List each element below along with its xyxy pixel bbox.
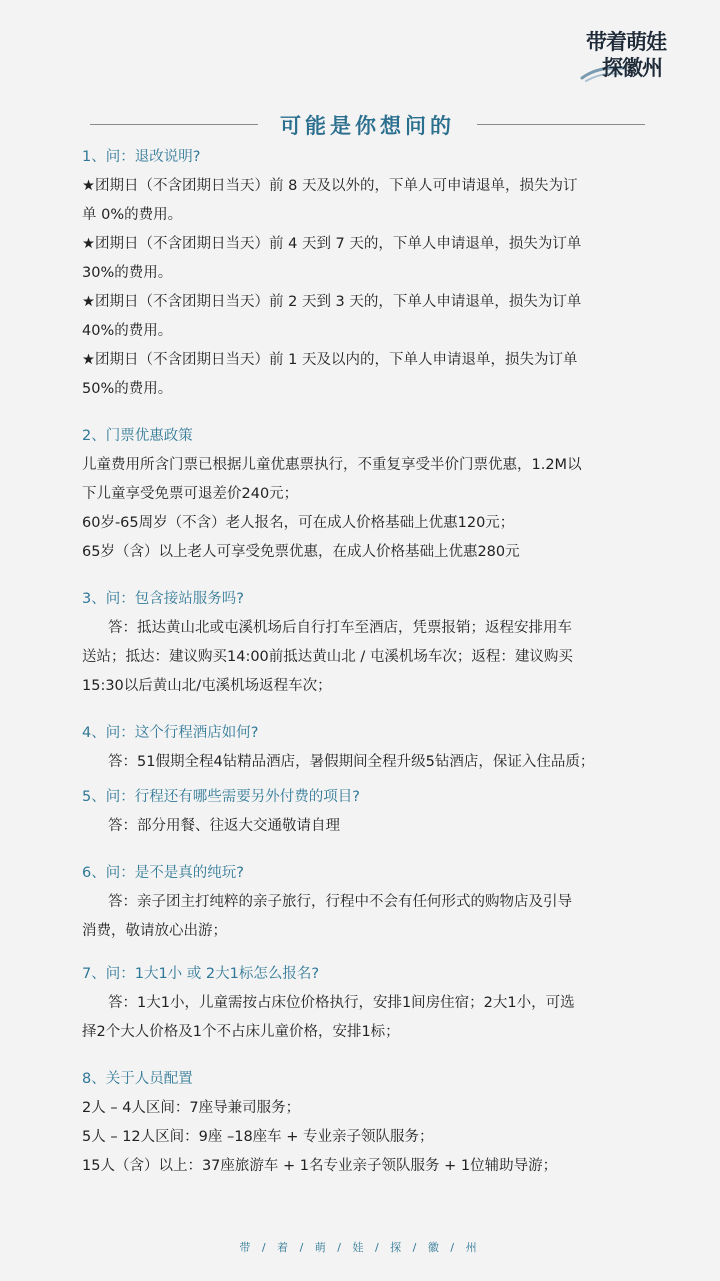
faq-line: 单 0%的费用。 bbox=[82, 207, 183, 223]
faq-line: 送站；抵达：建议购买14:00前抵达黄山北 / 屯溪机场车次；返程：建议购买 bbox=[82, 649, 573, 665]
faq-line: 40%的费用。 bbox=[82, 323, 173, 339]
faq-question: 6、问：是不是真的纯玩? bbox=[82, 865, 244, 881]
brand-logo bbox=[580, 22, 680, 84]
faq-answer: 答：亲子团主打纯粹的亲子旅行，行程中不会有任何形式的购物店及引导 bbox=[108, 894, 572, 910]
faq-line: ★团期日（不含团期日当天）前 8 天及以外的，下单人可申请退单，损失为订 bbox=[82, 178, 578, 194]
faq-line: 儿童费用所含门票已根据儿童优惠票执行，不重复享受半价门票优惠，1.2M以 bbox=[82, 457, 582, 473]
faq-line: 择2个大人价格及1个不占床儿童价格，安排1标； bbox=[82, 1024, 400, 1040]
faq-content bbox=[82, 143, 642, 1181]
faq-line: 消费，敬请放心出游； bbox=[82, 923, 227, 939]
faq-question: 8、关于人员配置 bbox=[82, 1071, 193, 1087]
faq-line: 下儿童享受免票可退差价240元； bbox=[82, 486, 299, 502]
header-divider-right bbox=[477, 124, 645, 125]
faq-line: ★团期日（不含团期日当天）前 4 天到 7 天的，下单人申请退单，损失为订单 bbox=[82, 236, 582, 252]
faq-line: 65岁（含）以上老人可享受免票优惠，在成人价格基础上优惠280元 bbox=[82, 544, 520, 560]
faq-question: 3、问：包含接站服务吗? bbox=[82, 591, 244, 607]
faq-line: 5人 – 12人区间：9座 –18座车 + 专业亲子领队服务； bbox=[82, 1129, 434, 1145]
faq-line: 15人（含）以上：37座旅游车 + 1名专业亲子领队服务 + 1位辅助导游； bbox=[82, 1158, 558, 1174]
logo-line-2: 探徽州 bbox=[602, 55, 662, 80]
faq-line: ★团期日（不含团期日当天）前 2 天到 3 天的，下单人申请退单，损失为订单 bbox=[82, 294, 582, 310]
page-title: 可能是你想问的 bbox=[280, 113, 455, 138]
faq-line: 15:30以后黄山北/屯溪机场返程车次； bbox=[82, 678, 332, 694]
faq-line: 50%的费用。 bbox=[82, 381, 173, 397]
faq-answer: 答：抵达黄山北或屯溪机场后自行打车至酒店，凭票报销；返程安排用车 bbox=[108, 620, 572, 636]
faq-line: 60岁-65周岁（不含）老人报名，可在成人价格基础上优惠120元； bbox=[82, 515, 515, 531]
section-header bbox=[90, 110, 645, 140]
faq-line: 30%的费用。 bbox=[82, 265, 173, 281]
footer-brand-text: 带 / 着 / 萌 / 娃 / 探 / 徽 / 州 bbox=[239, 1241, 481, 1254]
faq-answer: 答：51假期全程4钻精品酒店，暑假期间全程升级5钻酒店，保证入住品质； bbox=[108, 754, 595, 770]
faq-question: 5、问：行程还有哪些需要另外付费的项目? bbox=[82, 789, 360, 805]
faq-question: 4、问：这个行程酒店如何? bbox=[82, 725, 259, 741]
faq-line: 2人 – 4人区间：7座导兼司服务； bbox=[82, 1100, 301, 1116]
faq-answer: 答：部分用餐、往返大交通敬请自理 bbox=[108, 818, 340, 834]
logo-line-1: 带着萌娃 bbox=[586, 29, 666, 54]
faq-question: 1、问：退改说明? bbox=[82, 149, 201, 165]
faq-answer: 答：1大1小，儿童需按占床位价格执行，安排1间房住宿；2大1小，可选 bbox=[108, 995, 575, 1011]
faq-question: 2、门票优惠政策 bbox=[82, 428, 193, 444]
faq-line: ★团期日（不含团期日当天）前 1 天及以内的，下单人申请退单，损失为订单 bbox=[82, 352, 578, 368]
faq-question: 7、问：1大1小 或 2大1标怎么报名? bbox=[82, 966, 320, 982]
